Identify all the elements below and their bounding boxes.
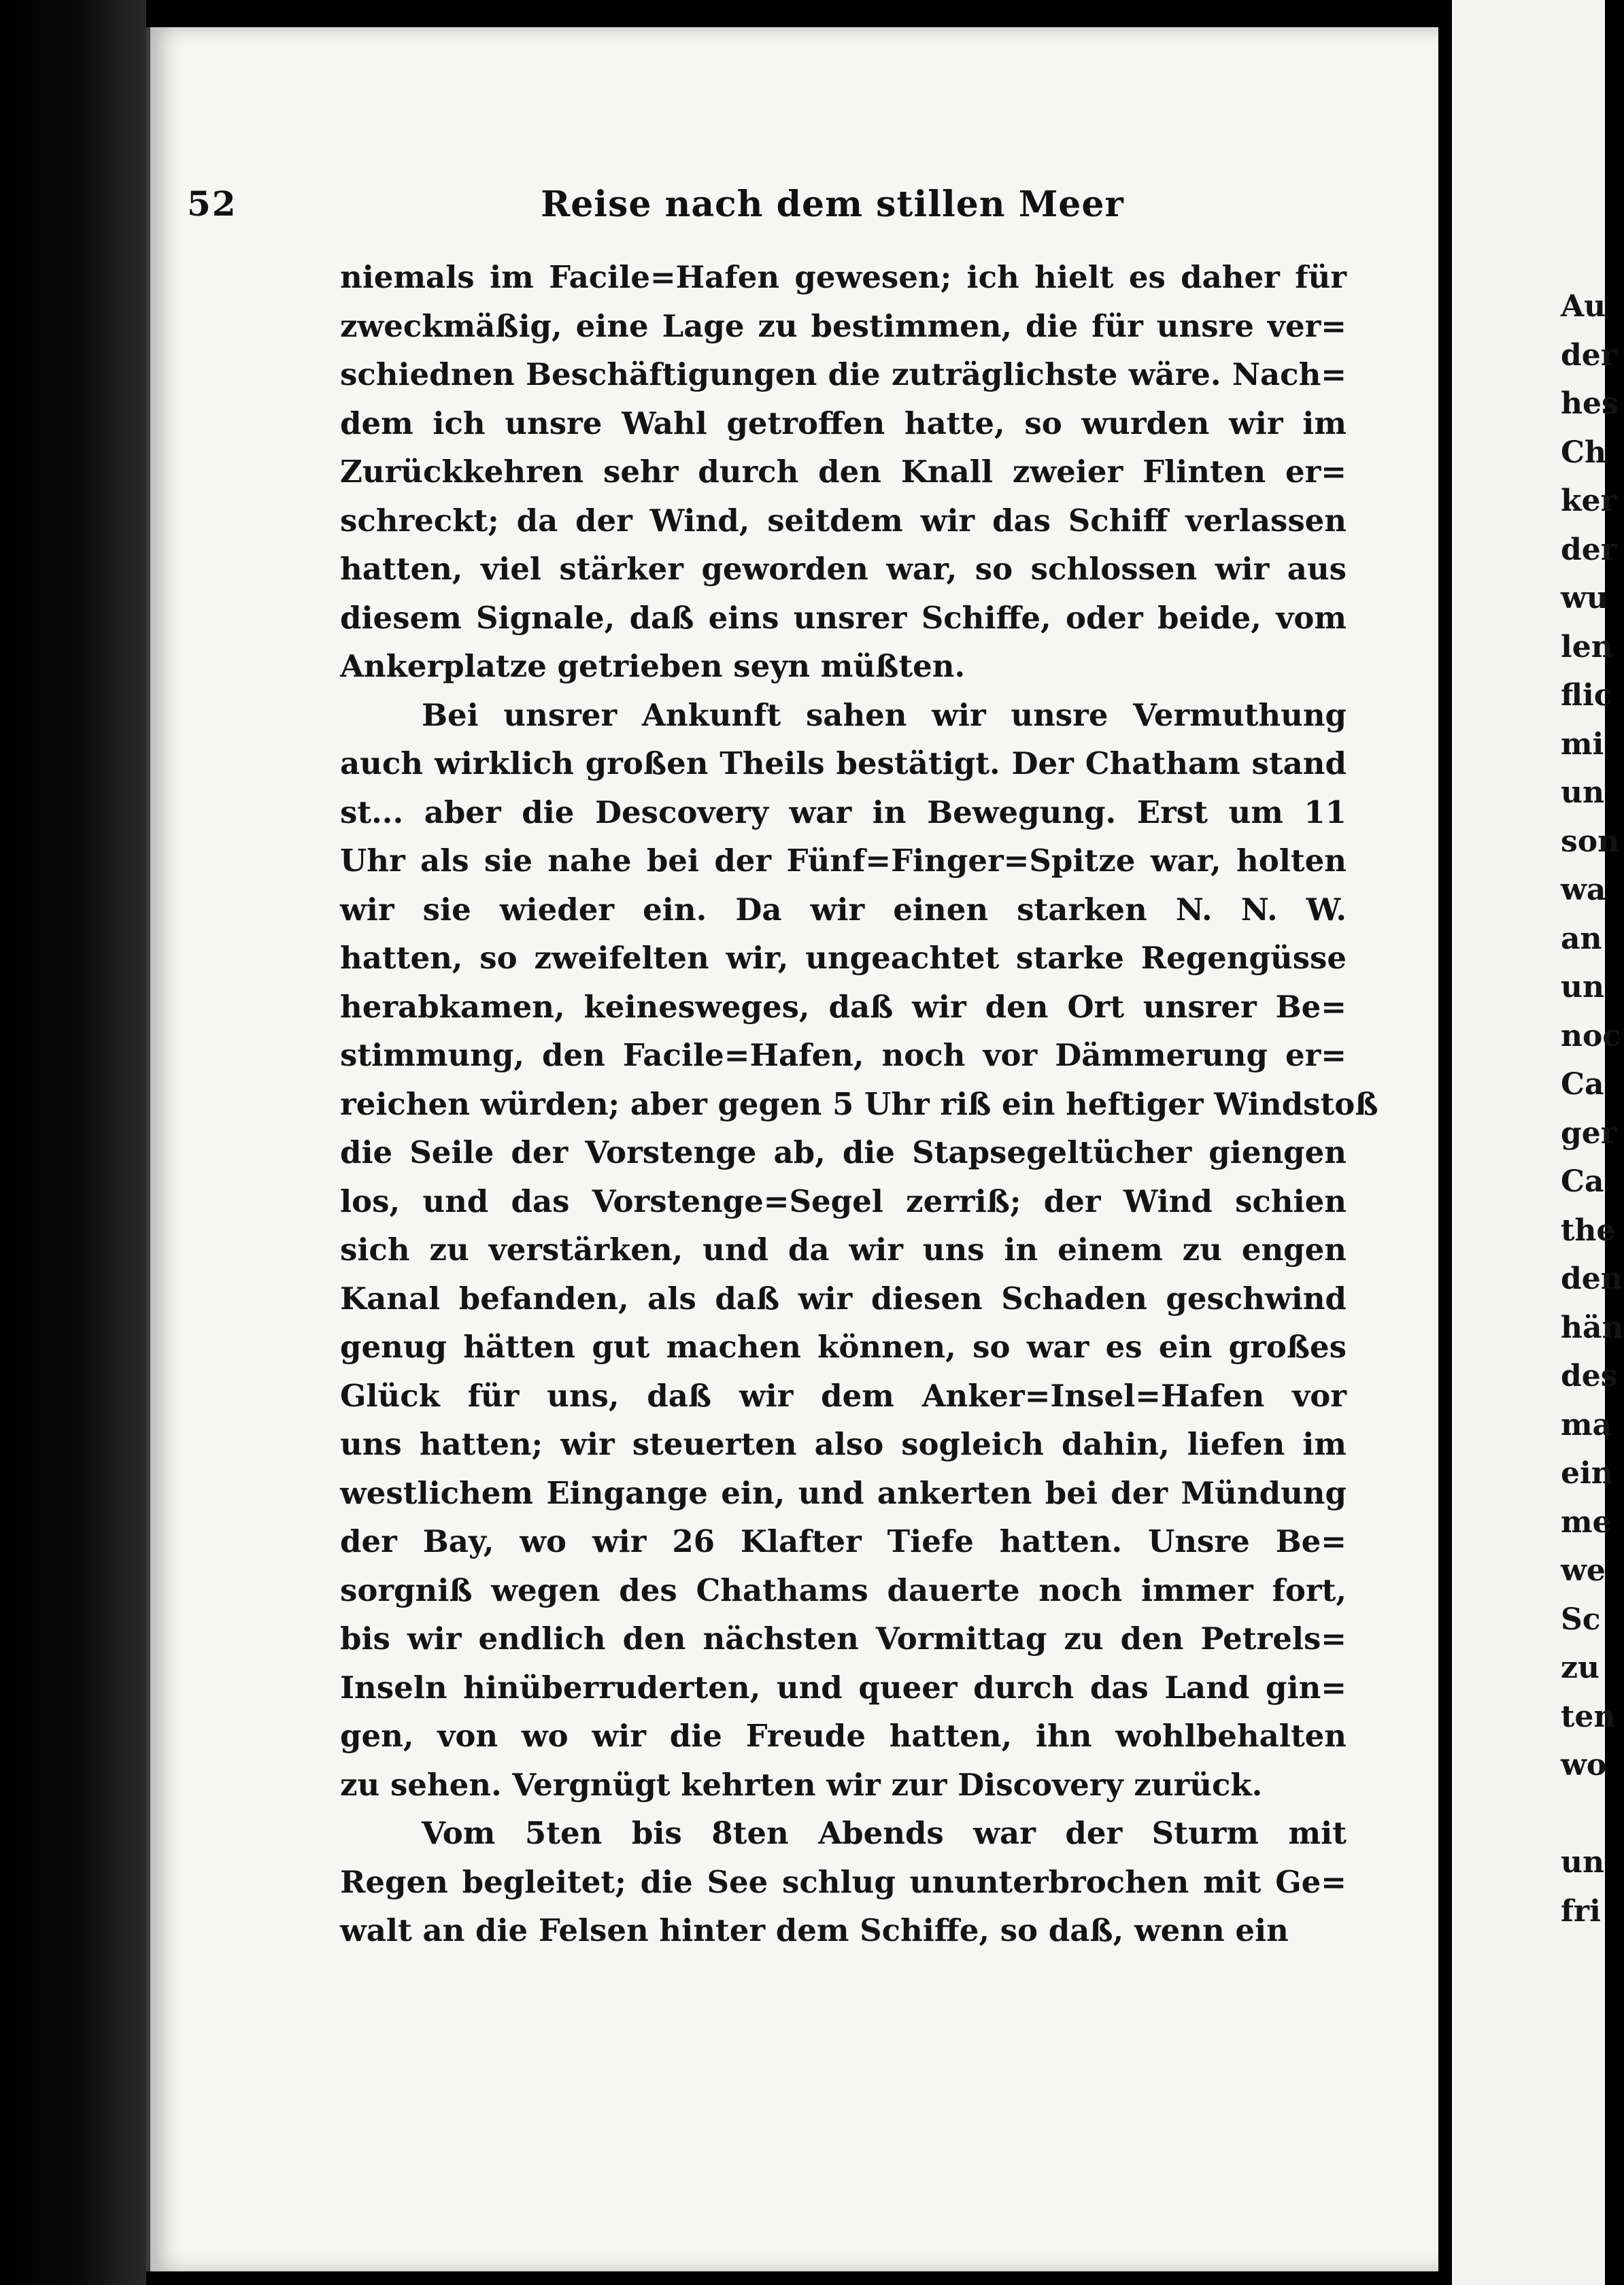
text-line: die Seile der Vorstenge ab, die Stapsegeltücher giengen: [340, 1134, 1347, 1170]
text-line: Glück für uns, daß wir dem Anker=Insel=Hafen vor: [340, 1377, 1347, 1414]
right-page-fragment: hes: [1561, 386, 1619, 421]
text-line: hatten, so zweifelten wir, ungeachtet starke Regengüsse: [340, 940, 1347, 976]
text-line: schiednen Beschäftigungen die zuträglichste wäre. Nach=: [340, 356, 1347, 392]
text-line: hatten, viel stärker geworden war, so schlossen wir aus: [340, 551, 1347, 587]
right-page-fragment: un: [1561, 775, 1604, 810]
text-line: sich zu verstärken, und da wir uns in einem zu engen: [340, 1232, 1347, 1268]
text-line: st... aber die Descovery war in Bewegung. Erst um 11: [340, 794, 1347, 830]
text-line: Zurückkehren sehr durch den Knall zweier Flinten er=: [340, 454, 1347, 490]
right-page-fragment: mi: [1561, 726, 1604, 762]
text-line: stimmung, den Facile=Hafen, noch vor Dämmerung er=: [340, 1037, 1347, 1073]
text-line: wir sie wieder ein. Da wir einen starken N. N. W.: [340, 891, 1347, 928]
text-line: Uhr als sie nahe bei der Fünf=Finger=Spitze war, holten: [340, 843, 1347, 879]
right-page-fragment: un: [1561, 1845, 1604, 1880]
page-number: 52: [187, 184, 237, 224]
text-line: bis wir endlich den nächsten Vormittag zu den Petrels=: [340, 1621, 1347, 1657]
text-line: sorgniß wegen des Chathams dauerte noch immer fort,: [340, 1572, 1347, 1608]
right-page-fragment: len: [1561, 629, 1613, 664]
right-page-fragment: wu: [1561, 581, 1608, 615]
right-page-fragment: the: [1561, 1213, 1616, 1248]
text-line: Ankerplatze getrieben seyn müßten.: [340, 648, 966, 684]
right-page-fragment: [1561, 1790, 1615, 1839]
page-gutter: [1438, 0, 1452, 2285]
right-page-fragment: zu: [1561, 1651, 1600, 1685]
right-page-fragment: Ch: [1561, 435, 1607, 470]
text-line: der Bay, wo wir 26 Klafter Tiefe hatten. Unsre Be=: [340, 1523, 1347, 1559]
right-page-fragment: Ca: [1561, 1067, 1604, 1102]
right-page-fragment: Ca: [1561, 1164, 1604, 1199]
text-line: Inseln hinüberruderten, und queer durch das Land gin=: [340, 1669, 1347, 1706]
right-page-fragment: flic: [1561, 678, 1612, 713]
right-page-fragment: wa: [1561, 873, 1606, 907]
text-line: reichen würden; aber gegen 5 Uhr riß ein heftiger Windstoß: [340, 1085, 1378, 1122]
text-line: schreckt; da der Wind, seitdem wir das Schiff verlassen: [340, 502, 1347, 539]
text-line: zweckmäßig, eine Lage zu bestimmen, die für unsre ver=: [340, 307, 1347, 344]
text-line: Kanal befanden, als daß wir diesen Schaden geschwind: [340, 1280, 1347, 1317]
text-line: Regen begleitet; die See schlug ununterbrochen mit Ge=: [340, 1863, 1347, 1900]
text-line: zu sehen. Vergnügt kehrten wir zur Discovery zurück.: [340, 1766, 1263, 1803]
book-binding: [0, 0, 146, 2285]
text-line: dem ich unsre Wahl getroffen hatte, so wurden wir im: [340, 405, 1347, 441]
right-page-fragment: ger: [1561, 1115, 1617, 1151]
text-line: Bei unsrer Ankunft sahen wir unsre Vermuthung: [422, 696, 1347, 733]
right-page-fragment: fri: [1561, 1893, 1601, 1929]
running-head: Reise nach dem stillen Meer: [541, 184, 1124, 225]
text-line: Vom 5ten bis 8ten Abends war der Sturm mit: [422, 1815, 1347, 1851]
text-line: gen, von wo wir die Freude hatten, ihn wohlbehalten: [340, 1718, 1347, 1754]
right-page-fragment: wo: [1561, 1748, 1607, 1782]
right-page-fragment: ein: [1561, 1456, 1613, 1491]
text-line: genug hätten gut machen können, so war es ein großes: [340, 1329, 1347, 1365]
right-page-fragment: Sc: [1561, 1602, 1601, 1637]
right-page-fragment: un: [1561, 970, 1604, 1004]
text-line: westlichem Eingange ein, und ankerten bei der Mündung: [340, 1474, 1347, 1511]
right-page-fragment: son: [1561, 824, 1620, 859]
text-line: uns hatten; wir steuerten also sogleich dahin, liefen im: [340, 1426, 1347, 1462]
right-page-fragment: me: [1561, 1504, 1612, 1540]
right-page-fragment: hän: [1561, 1310, 1624, 1345]
right-page-fragment: des: [1561, 1359, 1618, 1393]
text-line: los, und das Vorstenge=Segel zerriß; der Wind schien: [340, 1183, 1347, 1219]
right-page-fragment: we: [1561, 1553, 1606, 1588]
text-line: walt an die Felsen hinter dem Schiffe, so daß, wenn ein: [340, 1912, 1289, 1948]
text-line: niemals im Facile=Hafen gewesen; ich hielt es daher für: [340, 259, 1347, 295]
right-page-fragment: der: [1561, 532, 1617, 567]
right-page-fragment: ker: [1561, 484, 1617, 518]
right-page-fragment: noc: [1561, 1018, 1621, 1053]
right-page-fragment: an: [1561, 921, 1602, 956]
right-page-fragment: der: [1561, 337, 1617, 373]
body-text: [340, 253, 1378, 1955]
right-page-fragment: den: [1561, 1262, 1623, 1296]
right-page-fragment: ten: [1561, 1699, 1616, 1734]
page-header: [187, 184, 1343, 238]
right-page-fragment: ma: [1561, 1407, 1612, 1442]
right-page-text: [1561, 282, 1624, 1935]
text-line: diesem Signale, daß eins unsrer Schiffe, oder beide, vom: [340, 599, 1347, 636]
right-page-fragment: Au: [1561, 289, 1606, 324]
text-line: auch wirklich großen Theils bestätigt. Der Chatham stand: [340, 745, 1347, 781]
text-line: herabkamen, keinesweges, daß wir den Ort unsrer Be=: [340, 988, 1347, 1025]
